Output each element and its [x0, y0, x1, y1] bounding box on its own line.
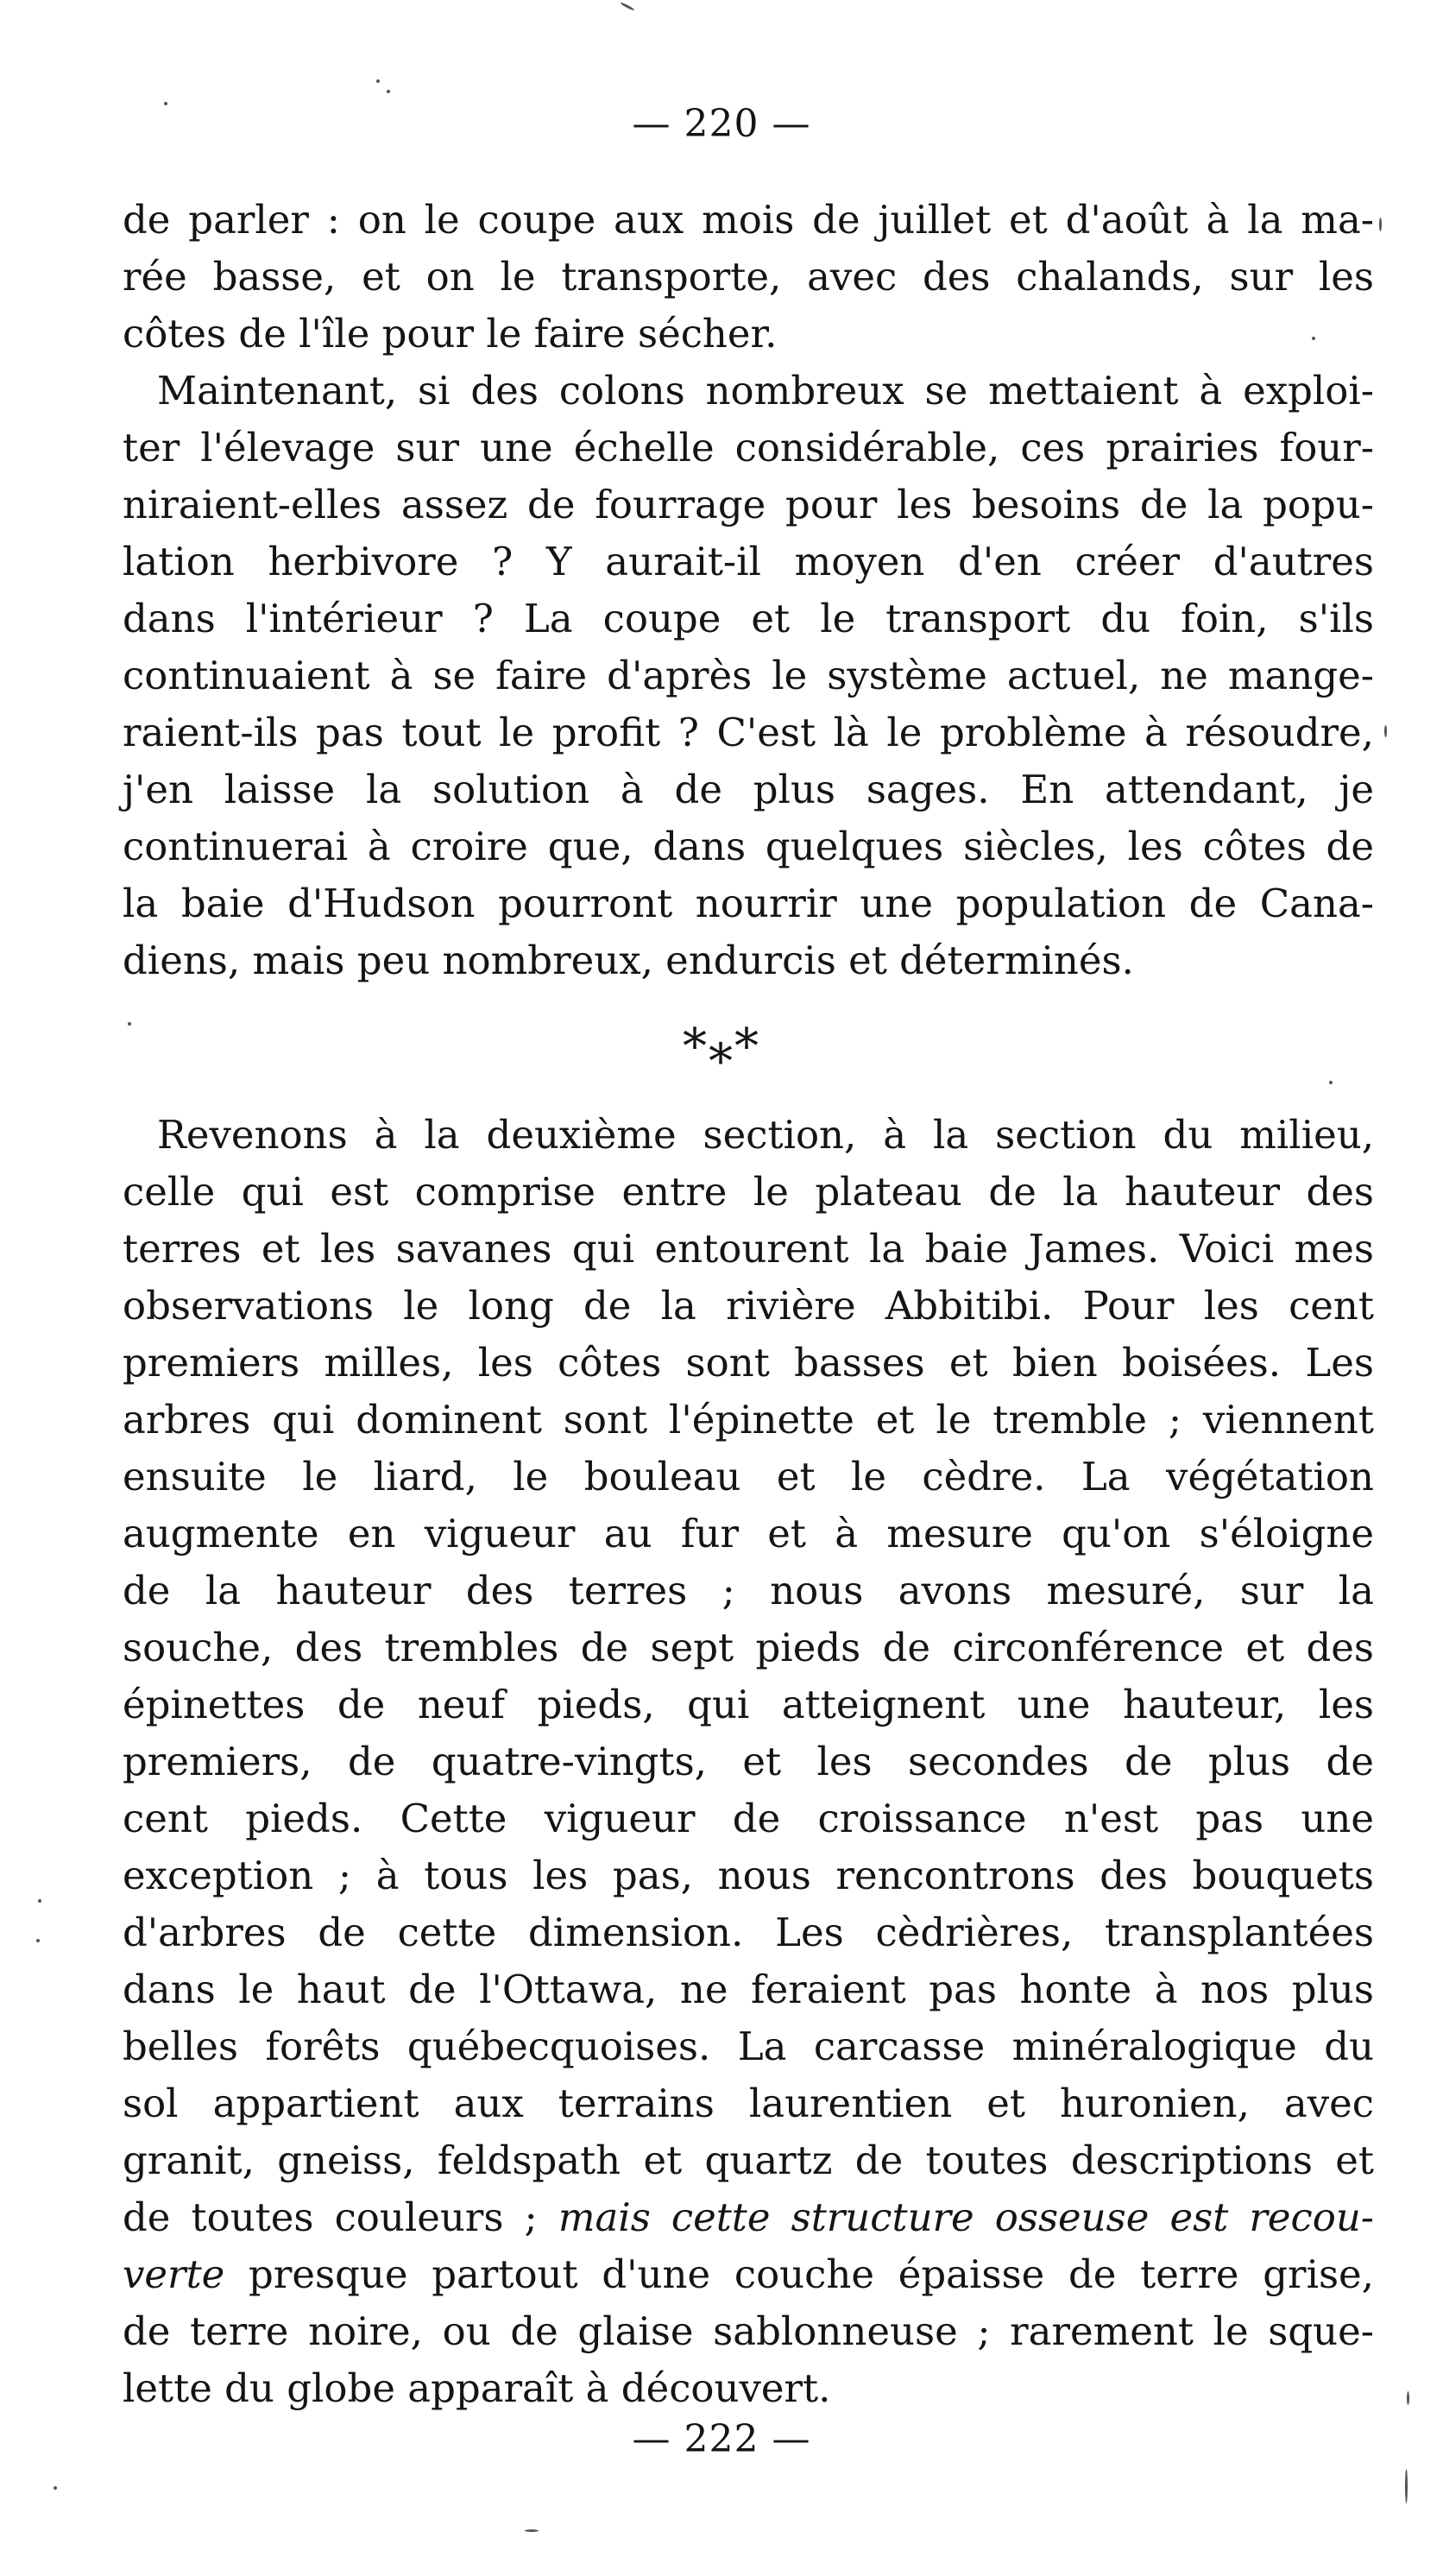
- text-line-mixed: [123, 2189, 1374, 2246]
- scan-speck: [525, 2529, 539, 2532]
- text-line: terres et les savanes qui entourent la baie James. Voici mes: [123, 1226, 1374, 1272]
- scan-speck: [1407, 2391, 1409, 2405]
- paragraph-1: [123, 192, 1374, 363]
- page-number-bottom: — 222 —: [632, 2417, 811, 2461]
- text-line: raient-ils pas tout le profit ? C'est là le problème à résoudre,: [123, 710, 1374, 755]
- scan-speck: [376, 79, 380, 83]
- text-line-mixed: [123, 2246, 1374, 2303]
- text-line: niraient-elles assez de fourrage pour les besoins de la popu-: [123, 482, 1374, 527]
- scan-speck: [1384, 725, 1387, 737]
- scan-speck: [54, 2486, 57, 2490]
- scan-speck: [128, 1022, 131, 1026]
- text-block-lower: [123, 1107, 1374, 2417]
- scan-speck: [36, 1939, 40, 1942]
- paragraph-2: [123, 363, 1374, 989]
- text-block-upper: [123, 192, 1374, 989]
- text-line: cent pieds. Cette vigueur de croissance n'est pas une: [123, 1796, 1374, 1841]
- text-line: premiers, de quatre-vingts, et les secondes de plus de: [123, 1739, 1374, 1784]
- text-line: souche, des trembles de sept pieds de circonférence et des: [123, 1625, 1374, 1670]
- text-line: côtes de l'île pour le faire sécher.: [123, 311, 778, 357]
- text-line: épinettes de neuf pieds, qui atteignent une hauteur, les: [123, 1682, 1374, 1727]
- scan-speck: [1329, 1081, 1333, 1084]
- scan-speck: [38, 1899, 41, 1903]
- text-line: lation herbivore ? Y aurait-il moyen d'en créer d'autres: [123, 539, 1374, 584]
- scan-speck: [164, 102, 167, 105]
- text-line: de la hauteur des terres ; nous avons mesuré, sur la: [123, 1568, 1374, 1613]
- text-run: presque partout d'une couche épaisse de terre grise,: [224, 2251, 1374, 2297]
- text-line: d'arbres de cette dimension. Les cèdrières, transplantées: [123, 1910, 1374, 1955]
- paragraph-3: [123, 1107, 1374, 2417]
- text-line: diens, mais peu nombreux, endurcis et déterminés.: [123, 938, 1134, 983]
- text-line: ensuite le liard, le bouleau et le cèdre. La végétation: [123, 1454, 1374, 1500]
- scan-speck: [1312, 337, 1315, 340]
- page-number-top: — 220 —: [632, 102, 811, 146]
- text-line: continuerai à croire que, dans quelques siècles, les côtes de: [123, 824, 1374, 869]
- scan-speck: [387, 90, 390, 93]
- text-line: exception ; à tous les pas, nous rencontrons des bouquets: [123, 1853, 1374, 1898]
- text-line: dans l'intérieur ? La coupe et le transport du foin, s'ils: [123, 596, 1374, 641]
- text-run-italic: mais cette structure osseuse est recou-: [558, 2194, 1375, 2240]
- text-line: celle qui est comprise entre le plateau de la hauteur des: [123, 1169, 1374, 1215]
- scan-speck: [620, 2, 634, 11]
- text-line: premiers milles, les côtes sont basses et bien boisées. Les: [123, 1340, 1374, 1386]
- text-line: sol appartient aux terrains laurentien et huronien, avec: [123, 2080, 1374, 2126]
- text-line: la baie d'Hudson pourront nourrir une population de Cana-: [123, 881, 1374, 926]
- section-separator-asterism: *⁎*: [683, 1019, 760, 1075]
- text-line: j'en laisse la solution à de plus sages. En attendant, je: [123, 767, 1374, 812]
- text-line: arbres qui dominent sont l'épinette et le tremble ; viennent: [123, 1397, 1374, 1443]
- text-line: rée basse, et on le transporte, avec des chalands, sur les: [123, 254, 1374, 300]
- text-line: de terre noire, ou de glaise sablonneuse ; rarement le sque-: [123, 2308, 1374, 2354]
- text-line: dans le haut de l'Ottawa, ne feraient pas honte à nos plus: [123, 1967, 1374, 2012]
- text-line: granit, gneiss, feldspath et quartz de toutes descriptions et: [123, 2137, 1374, 2183]
- text-line: ter l'élevage sur une échelle considérable, ces prairies four-: [123, 425, 1374, 470]
- text-line: augmente en vigueur au fur et à mesure qu'on s'éloigne: [123, 1511, 1374, 1556]
- text-line: continuaient à se faire d'après le système actuel, ne mange-: [123, 653, 1374, 698]
- text-run: de toutes couleurs ;: [123, 2194, 558, 2240]
- text-line: Maintenant, si des colons nombreux se mettaient à exploi-: [157, 368, 1374, 414]
- scan-speck: [1405, 2469, 1408, 2503]
- text-line: de parler : on le coupe aux mois de juillet et d'août à la ma-: [123, 197, 1374, 243]
- text-line: lette du globe apparaît à découvert.: [123, 2365, 831, 2411]
- text-line: belles forêts québecquoises. La carcasse minéralogique du: [123, 2024, 1374, 2069]
- text-line: Revenons à la deuxième section, à la section du milieu,: [157, 1112, 1374, 1158]
- text-run-italic: verte: [123, 2251, 225, 2297]
- text-line: observations le long de la rivière Abbitibi. Pour les cent: [123, 1283, 1374, 1329]
- scan-speck: [1379, 218, 1382, 231]
